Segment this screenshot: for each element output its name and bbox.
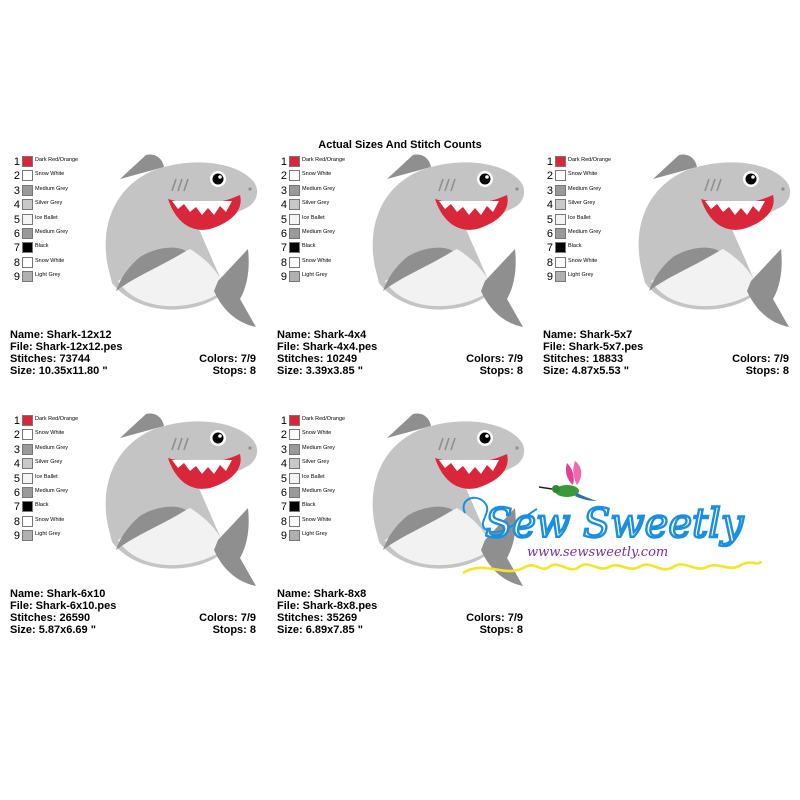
shark-design-image — [631, 149, 799, 329]
stop-count: Stops: 8 — [212, 624, 256, 636]
color-name: Silver Grey — [302, 200, 330, 207]
color-swatch — [289, 530, 300, 541]
color-name: Ice Ballet — [35, 473, 58, 480]
color-name: Snow White — [302, 171, 332, 178]
color-number: 9 — [546, 271, 553, 284]
color-name: Silver Grey — [35, 200, 63, 207]
color-swatch — [22, 242, 33, 253]
color-number: 1 — [13, 156, 20, 168]
color-name: Ice Ballet — [302, 473, 325, 480]
color-number: 7 — [280, 242, 287, 255]
color-number: 8 — [13, 515, 20, 528]
color-swatch — [22, 199, 33, 210]
color-number: 3 — [546, 184, 553, 197]
color-swatch — [289, 199, 300, 210]
color-number: 6 — [280, 227, 287, 240]
stitch-count: Stitches: 18833 — [543, 353, 624, 365]
color-swatch — [555, 228, 566, 239]
color-number: 9 — [280, 271, 287, 284]
color-number: 3 — [280, 184, 287, 197]
color-name: Snow White — [35, 430, 65, 437]
sew-sweetly-logo — [455, 455, 765, 585]
color-number: 2 — [13, 170, 20, 183]
color-number: 2 — [546, 170, 553, 183]
brand-url: www.sewsweetly.com — [527, 545, 669, 560]
color-name: Medium Grey — [35, 444, 69, 451]
color-name: Ice Ballet — [35, 214, 58, 221]
color-number: 4 — [13, 458, 20, 471]
color-name: Snow White — [568, 171, 598, 178]
brand-name: Sew Sweetly — [485, 501, 744, 547]
design-info — [10, 588, 256, 636]
color-count: Colors: 7/9 — [199, 353, 256, 365]
color-swatch — [289, 228, 300, 239]
color-name: Snow White — [302, 257, 332, 264]
color-number: 1 — [546, 156, 553, 168]
design-file: File: Shark-12x12.pes — [10, 341, 123, 353]
color-swatch — [22, 170, 33, 181]
design-name: Name: Shark-12x12 — [10, 329, 112, 341]
color-number: 1 — [280, 156, 287, 168]
color-swatch — [289, 242, 300, 253]
color-name: Black — [568, 243, 582, 250]
color-name: Medium Grey — [35, 228, 69, 235]
color-number: 9 — [280, 530, 287, 543]
color-name: Snow White — [568, 257, 598, 264]
design-size: Size: 5.87x6.69 " — [10, 624, 96, 636]
color-swatch — [22, 429, 33, 440]
color-name: Black — [302, 243, 316, 250]
color-name: Light Grey — [568, 272, 594, 279]
color-swatch — [22, 415, 33, 426]
color-name: Medium Grey — [302, 228, 336, 235]
color-swatch — [289, 473, 300, 484]
design-file: File: Shark-5x7.pes — [543, 341, 644, 353]
color-number: 1 — [13, 415, 20, 427]
color-name: Light Grey — [35, 531, 61, 538]
color-number: 4 — [13, 199, 20, 212]
color-count: Colors: 7/9 — [732, 353, 789, 365]
color-swatch — [289, 487, 300, 498]
color-swatch — [22, 444, 33, 455]
color-swatch — [22, 487, 33, 498]
color-number: 6 — [546, 227, 553, 240]
design-size: Size: 6.89x7.85 " — [277, 624, 363, 636]
color-name: Light Grey — [302, 272, 328, 279]
design-info — [277, 588, 523, 636]
stop-count: Stops: 8 — [212, 365, 256, 377]
color-count: Colors: 7/9 — [466, 612, 523, 624]
color-name: Black — [302, 502, 316, 509]
color-swatch — [289, 458, 300, 469]
color-name: Medium Grey — [35, 487, 69, 494]
page-title: Actual Sizes And Stitch Counts — [318, 139, 482, 151]
color-number: 7 — [13, 242, 20, 255]
color-name: Dark Red/Orange — [302, 416, 346, 422]
color-swatch — [22, 473, 33, 484]
design-card — [10, 414, 265, 654]
color-name: Snow White — [35, 171, 65, 178]
color-swatch — [22, 185, 33, 196]
color-name: Silver Grey — [568, 200, 596, 207]
color-swatch — [289, 214, 300, 225]
color-number: 6 — [13, 486, 20, 499]
color-name: Ice Ballet — [568, 214, 591, 221]
design-name: Name: Shark-6x10 — [10, 588, 106, 600]
color-number: 3 — [13, 443, 20, 456]
color-name: Silver Grey — [35, 459, 63, 466]
color-swatch — [289, 415, 300, 426]
color-number: 5 — [13, 472, 20, 485]
design-name: Name: Shark-8x8 — [277, 588, 367, 600]
color-swatch — [289, 257, 300, 268]
color-swatch — [555, 242, 566, 253]
color-count: Colors: 7/9 — [466, 353, 523, 365]
color-number: 7 — [546, 242, 553, 255]
color-swatch — [22, 228, 33, 239]
color-name: Snow White — [35, 516, 65, 523]
color-number: 6 — [280, 486, 287, 499]
design-card — [543, 155, 798, 395]
color-number: 5 — [13, 213, 20, 226]
color-number: 7 — [13, 501, 20, 514]
stop-count: Stops: 8 — [479, 365, 523, 377]
color-number: 4 — [546, 199, 553, 212]
color-name: Snow White — [302, 516, 332, 523]
color-name: Medium Grey — [302, 444, 336, 451]
color-name: Medium Grey — [302, 487, 336, 494]
color-name: Black — [35, 502, 49, 509]
color-swatch — [555, 170, 566, 181]
color-swatch — [289, 271, 300, 282]
color-name: Medium Grey — [302, 185, 336, 192]
design-file: File: Shark-6x10.pes — [10, 600, 117, 612]
color-swatch — [22, 257, 33, 268]
color-number: 5 — [546, 213, 553, 226]
color-number: 5 — [280, 472, 287, 485]
shark-design-image — [98, 149, 266, 329]
design-size: Size: 4.87x5.53 " — [543, 365, 629, 377]
design-card — [10, 155, 265, 395]
color-number: 6 — [13, 227, 20, 240]
color-swatch — [22, 156, 33, 167]
stitch-count: Stitches: 35269 — [277, 612, 358, 624]
color-count: Colors: 7/9 — [199, 612, 256, 624]
color-number: 8 — [280, 256, 287, 269]
color-swatch — [289, 185, 300, 196]
color-swatch — [22, 271, 33, 282]
color-swatch — [22, 501, 33, 512]
color-swatch — [289, 156, 300, 167]
design-name: Name: Shark-4x4 — [277, 329, 367, 341]
stop-count: Stops: 8 — [745, 365, 789, 377]
color-swatch — [555, 199, 566, 210]
color-number: 4 — [280, 199, 287, 212]
color-number: 2 — [280, 170, 287, 183]
stop-count: Stops: 8 — [479, 624, 523, 636]
stitch-count: Stitches: 73744 — [10, 353, 91, 365]
color-name: Medium Grey — [568, 185, 602, 192]
design-file: File: Shark-4x4.pes — [277, 341, 378, 353]
color-swatch — [555, 185, 566, 196]
shark-design-image — [365, 149, 533, 329]
color-name: Ice Ballet — [302, 214, 325, 221]
color-swatch — [289, 516, 300, 527]
color-swatch — [555, 257, 566, 268]
color-number: 8 — [546, 256, 553, 269]
design-info — [277, 329, 523, 377]
color-number: 5 — [280, 213, 287, 226]
color-swatch — [555, 156, 566, 167]
hummingbird-icon — [539, 461, 597, 501]
color-swatch — [289, 170, 300, 181]
design-file: File: Shark-8x8.pes — [277, 600, 378, 612]
color-swatch — [289, 429, 300, 440]
design-size: Size: 10.35x11.80 " — [10, 365, 108, 377]
color-name: Dark Red/Orange — [35, 416, 79, 422]
color-name: Black — [35, 243, 49, 250]
color-number: 7 — [280, 501, 287, 514]
color-name: Dark Red/Orange — [568, 157, 612, 163]
color-number: 3 — [13, 184, 20, 197]
color-number: 9 — [13, 271, 20, 284]
color-number: 2 — [280, 429, 287, 442]
color-swatch — [555, 271, 566, 282]
color-number: 8 — [280, 515, 287, 528]
color-name: Dark Red/Orange — [35, 157, 79, 163]
stitch-count: Stitches: 26590 — [10, 612, 91, 624]
color-number: 2 — [13, 429, 20, 442]
color-number: 8 — [13, 256, 20, 269]
color-swatch — [289, 501, 300, 512]
color-swatch — [22, 530, 33, 541]
color-name: Light Grey — [302, 531, 328, 538]
color-name: Medium Grey — [35, 185, 69, 192]
color-name: Silver Grey — [302, 459, 330, 466]
shark-design-image — [98, 408, 266, 588]
stitch-count: Stitches: 10249 — [277, 353, 358, 365]
design-card — [277, 155, 532, 395]
color-swatch — [22, 516, 33, 527]
color-number: 4 — [280, 458, 287, 471]
color-number: 1 — [280, 415, 287, 427]
color-name: Snow White — [35, 257, 65, 264]
color-number: 9 — [13, 530, 20, 543]
design-info — [10, 329, 256, 377]
color-swatch — [289, 444, 300, 455]
color-name: Dark Red/Orange — [302, 157, 346, 163]
color-swatch — [555, 214, 566, 225]
design-size: Size: 3.39x3.85 " — [277, 365, 363, 377]
color-swatch — [22, 214, 33, 225]
color-name: Snow White — [302, 430, 332, 437]
color-swatch — [22, 458, 33, 469]
color-name: Light Grey — [35, 272, 61, 279]
color-name: Medium Grey — [568, 228, 602, 235]
design-name: Name: Shark-5x7 — [543, 329, 633, 341]
color-number: 3 — [280, 443, 287, 456]
design-info — [543, 329, 789, 377]
